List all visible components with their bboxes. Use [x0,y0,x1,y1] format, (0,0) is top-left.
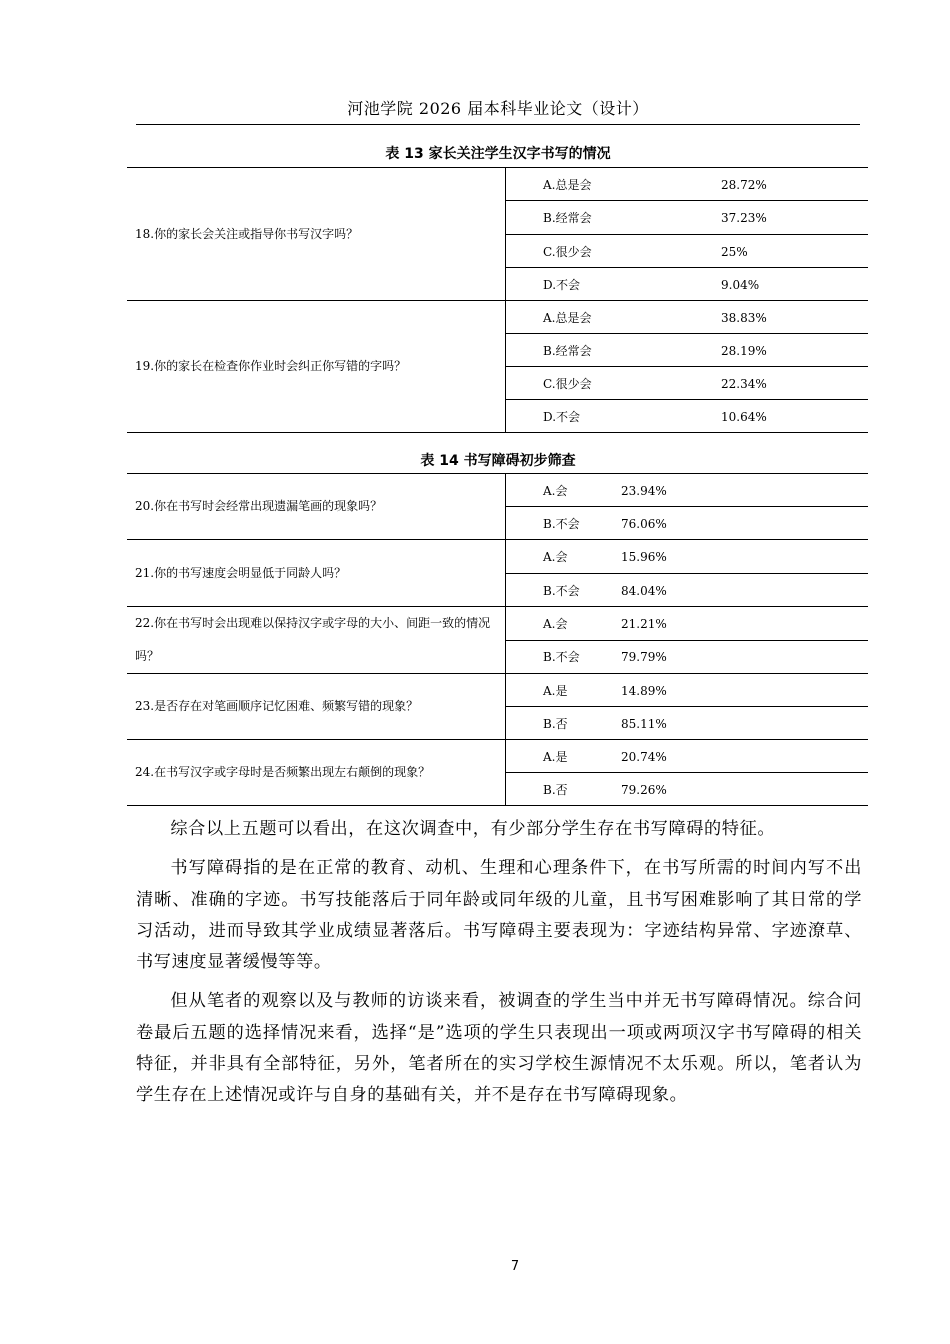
question-cell: 20.你在书写时会经常出现遗漏笔画的现象吗？ [127,474,506,540]
option-value: 76.06% [621,516,667,531]
option-value: 28.19% [721,343,767,358]
option-label: A.总是会 [543,310,592,325]
question-cell: 23.是否存在对笔画顺序记忆困难、频繁写错的现象？ [127,674,506,740]
table-row [127,474,868,507]
option-label: D.不会 [543,409,581,424]
option-value: 15.96% [621,550,667,564]
option-value: 9.04% [721,277,760,292]
option-value: 85.11% [621,716,667,731]
option-label: A.会 [543,483,568,498]
option-cell [506,507,869,540]
option-cell [506,168,869,201]
option-cell [506,640,869,674]
option-value: 20.74% [621,749,667,764]
option-cell [506,740,869,773]
table-13 [127,167,868,433]
option-value: 23.94% [621,483,667,498]
option-cell [506,334,869,367]
option-cell [506,540,869,574]
option-value: 79.79% [621,650,667,665]
option-label: C.很少会 [543,376,592,391]
question-cell: 18.你的家长会关注或指导你书写汉字吗？ [127,168,506,301]
page-header-title: 河池学院 2026 届本科毕业论文（设计） [347,99,649,118]
option-label: B.经常会 [543,343,592,358]
option-value: 28.72% [721,177,767,192]
option-label: A.会 [543,616,568,631]
option-value: 38.83% [721,310,767,325]
option-value: 21.21% [621,616,667,631]
option-value: 79.26% [621,782,667,797]
option-label: C.很少会 [543,244,592,259]
table-14-caption: 表 14 书写障碍初步筛查 [420,453,576,469]
table-row [127,674,868,707]
table-row [127,740,868,773]
body-text [136,814,862,1112]
question-cell: 22.你在书写时会出现难以保持汉字或字母的大小、间距一致的情况吗？ [127,607,506,674]
option-cell [506,773,869,806]
option-label: A.总是会 [543,177,592,192]
option-cell [506,201,869,235]
option-cell [506,235,869,268]
table-row [127,168,868,201]
table-13-caption: 表 13 家长关注学生汉字书写的情况 [385,146,611,162]
option-value: 84.04% [621,583,667,598]
option-cell [506,301,869,334]
option-value: 14.89% [621,683,667,698]
option-label: D.不会 [543,277,581,292]
option-label: A.是 [543,749,568,764]
option-value: 37.23% [721,211,767,225]
table-row [127,301,868,334]
option-label: B.否 [543,716,568,731]
option-label: B.否 [543,782,568,797]
table-row [127,540,868,574]
option-cell [506,707,869,740]
option-cell [506,574,869,607]
option-value: 22.34% [721,376,767,391]
option-cell [506,367,869,400]
option-cell [506,400,869,433]
question-cell: 24.在书写汉字或字母时是否频繁出现左右颠倒的现象？ [127,740,506,806]
option-label: B.不会 [543,516,580,531]
question-cell: 19.你的家长在检查你作业时会纠正你写错的字吗？ [127,301,506,433]
header-rule [136,124,860,125]
option-label: B.经常会 [543,211,592,225]
table-14 [127,473,868,806]
paragraph: 综合以上五题可以看出，在这次调查中，有少部分学生存在书写障碍的特征。 [170,819,776,839]
option-cell [506,474,869,507]
option-cell [506,268,869,301]
option-cell [506,674,869,707]
option-label: B.不会 [543,583,580,598]
option-value: 10.64% [721,409,767,424]
question-cell: 21.你的书写速度会明显低于同龄人吗？ [127,540,506,607]
option-label: A.是 [543,683,568,698]
option-label: A.会 [543,550,568,564]
page-number: 7 [510,1259,520,1274]
paragraph: 书写障碍指的是在正常的教育、动机、生理和心理条件下，在书写所需的时间内写不出清晰、准确的字迹。书写技能落后于同年龄或同年级的儿童，且书写困难影响了其日常的学习活动，进而导致其学业成绩显著落后。书写障碍主要表现为：字迹结构异常、字迹潦草、书写速度显著缓慢等等。 [136,858,862,973]
table-row [127,607,868,641]
option-cell [506,607,869,641]
option-value: 25% [721,244,748,259]
option-label: B.不会 [543,650,580,665]
paragraph: 但从笔者的观察以及与教师的访谈来看，被调查的学生当中并无书写障碍情况。综合问卷最后五题的选择情况来看，选择“是”选项的学生只表现出一项或两项汉字书写障碍的相关特征，并非具有全部特征，另外，笔者所在的实习学校生源情况不太乐观。所以，笔者认为学生存在上述情况或许与自身的基础有关，并不是存在书写障碍现象。 [136,991,862,1106]
